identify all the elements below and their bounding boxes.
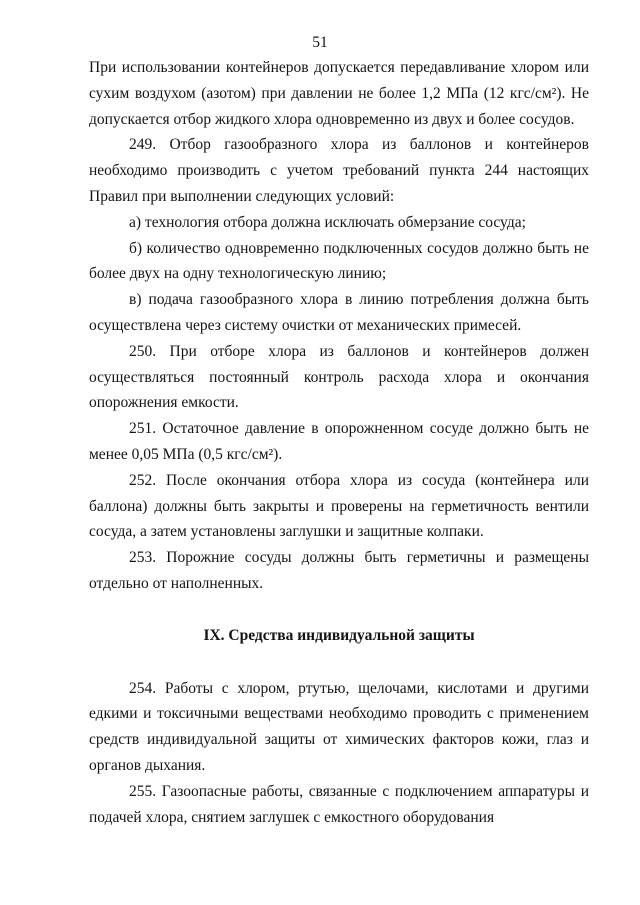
paragraph-continuation: При использовании контейнеров допускается передавливание хлором или сухим воздухом (азотом) при давлении не более 1,2 МПа (12 кгс/см²). Не допускается отбор жидкого хлора одновременно из двух и более сосудов. — [89, 59, 589, 128]
paragraph-249: 249. Отбор газообразного хлора из баллонов и контейнеров необходимо производить с учетом требований пункта 244 настоящих Правил при выполнении следующих условий: — [89, 136, 589, 205]
paragraph-253: 253. Порожние сосуды должны быть герметичны и размещены отдельно от наполненных. — [89, 549, 589, 592]
page-number: 51 — [312, 34, 328, 51]
paragraph-249-b: б) количество одновременно подключенных сосудов должно быть не более двух на одну технологическую линию; — [89, 239, 589, 283]
page-body — [89, 55, 589, 830]
paragraph-249-v: в) подача газообразного хлора в линию потребления должна быть осуществлена через систему очистки от механических примесей. — [89, 291, 589, 334]
paragraph-250: 250. При отборе хлора из баллонов и контейнеров должен осуществляться постоянный контроль расхода хлора и окончания опорожнения емкости. — [89, 342, 589, 412]
paragraph-251: 251. Остаточное давление в опорожненном сосуде должно быть не менее 0,05 МПа (0,5 кгс/см²). — [89, 420, 589, 463]
paragraph-249-a: а) технология отбора должна исключать обмерзание сосуда; — [129, 213, 526, 231]
section-heading: IX. Средства индивидуальной защиты — [203, 626, 475, 644]
paragraph-254: 254. Работы с хлором, ртутью, щелочами, кислотами и другими едкими и токсичными веществами необходимо проводить с применением средств индивидуальной защиты от химических факторов кожи, глаз и органов дыхания. — [89, 679, 589, 774]
paragraph-255: 255. Газоопасные работы, связанные с подключением аппаратуры и подачей хлора, снятием заглушек с емкостного оборудования — [89, 782, 589, 826]
paragraph-252: 252. После окончания отбора хлора из сосуда (контейнера или баллона) должны быть закрыты и проверены на герметичность вентили сосуда, а затем установлены заглушки и защитные колпаки. — [89, 471, 589, 541]
